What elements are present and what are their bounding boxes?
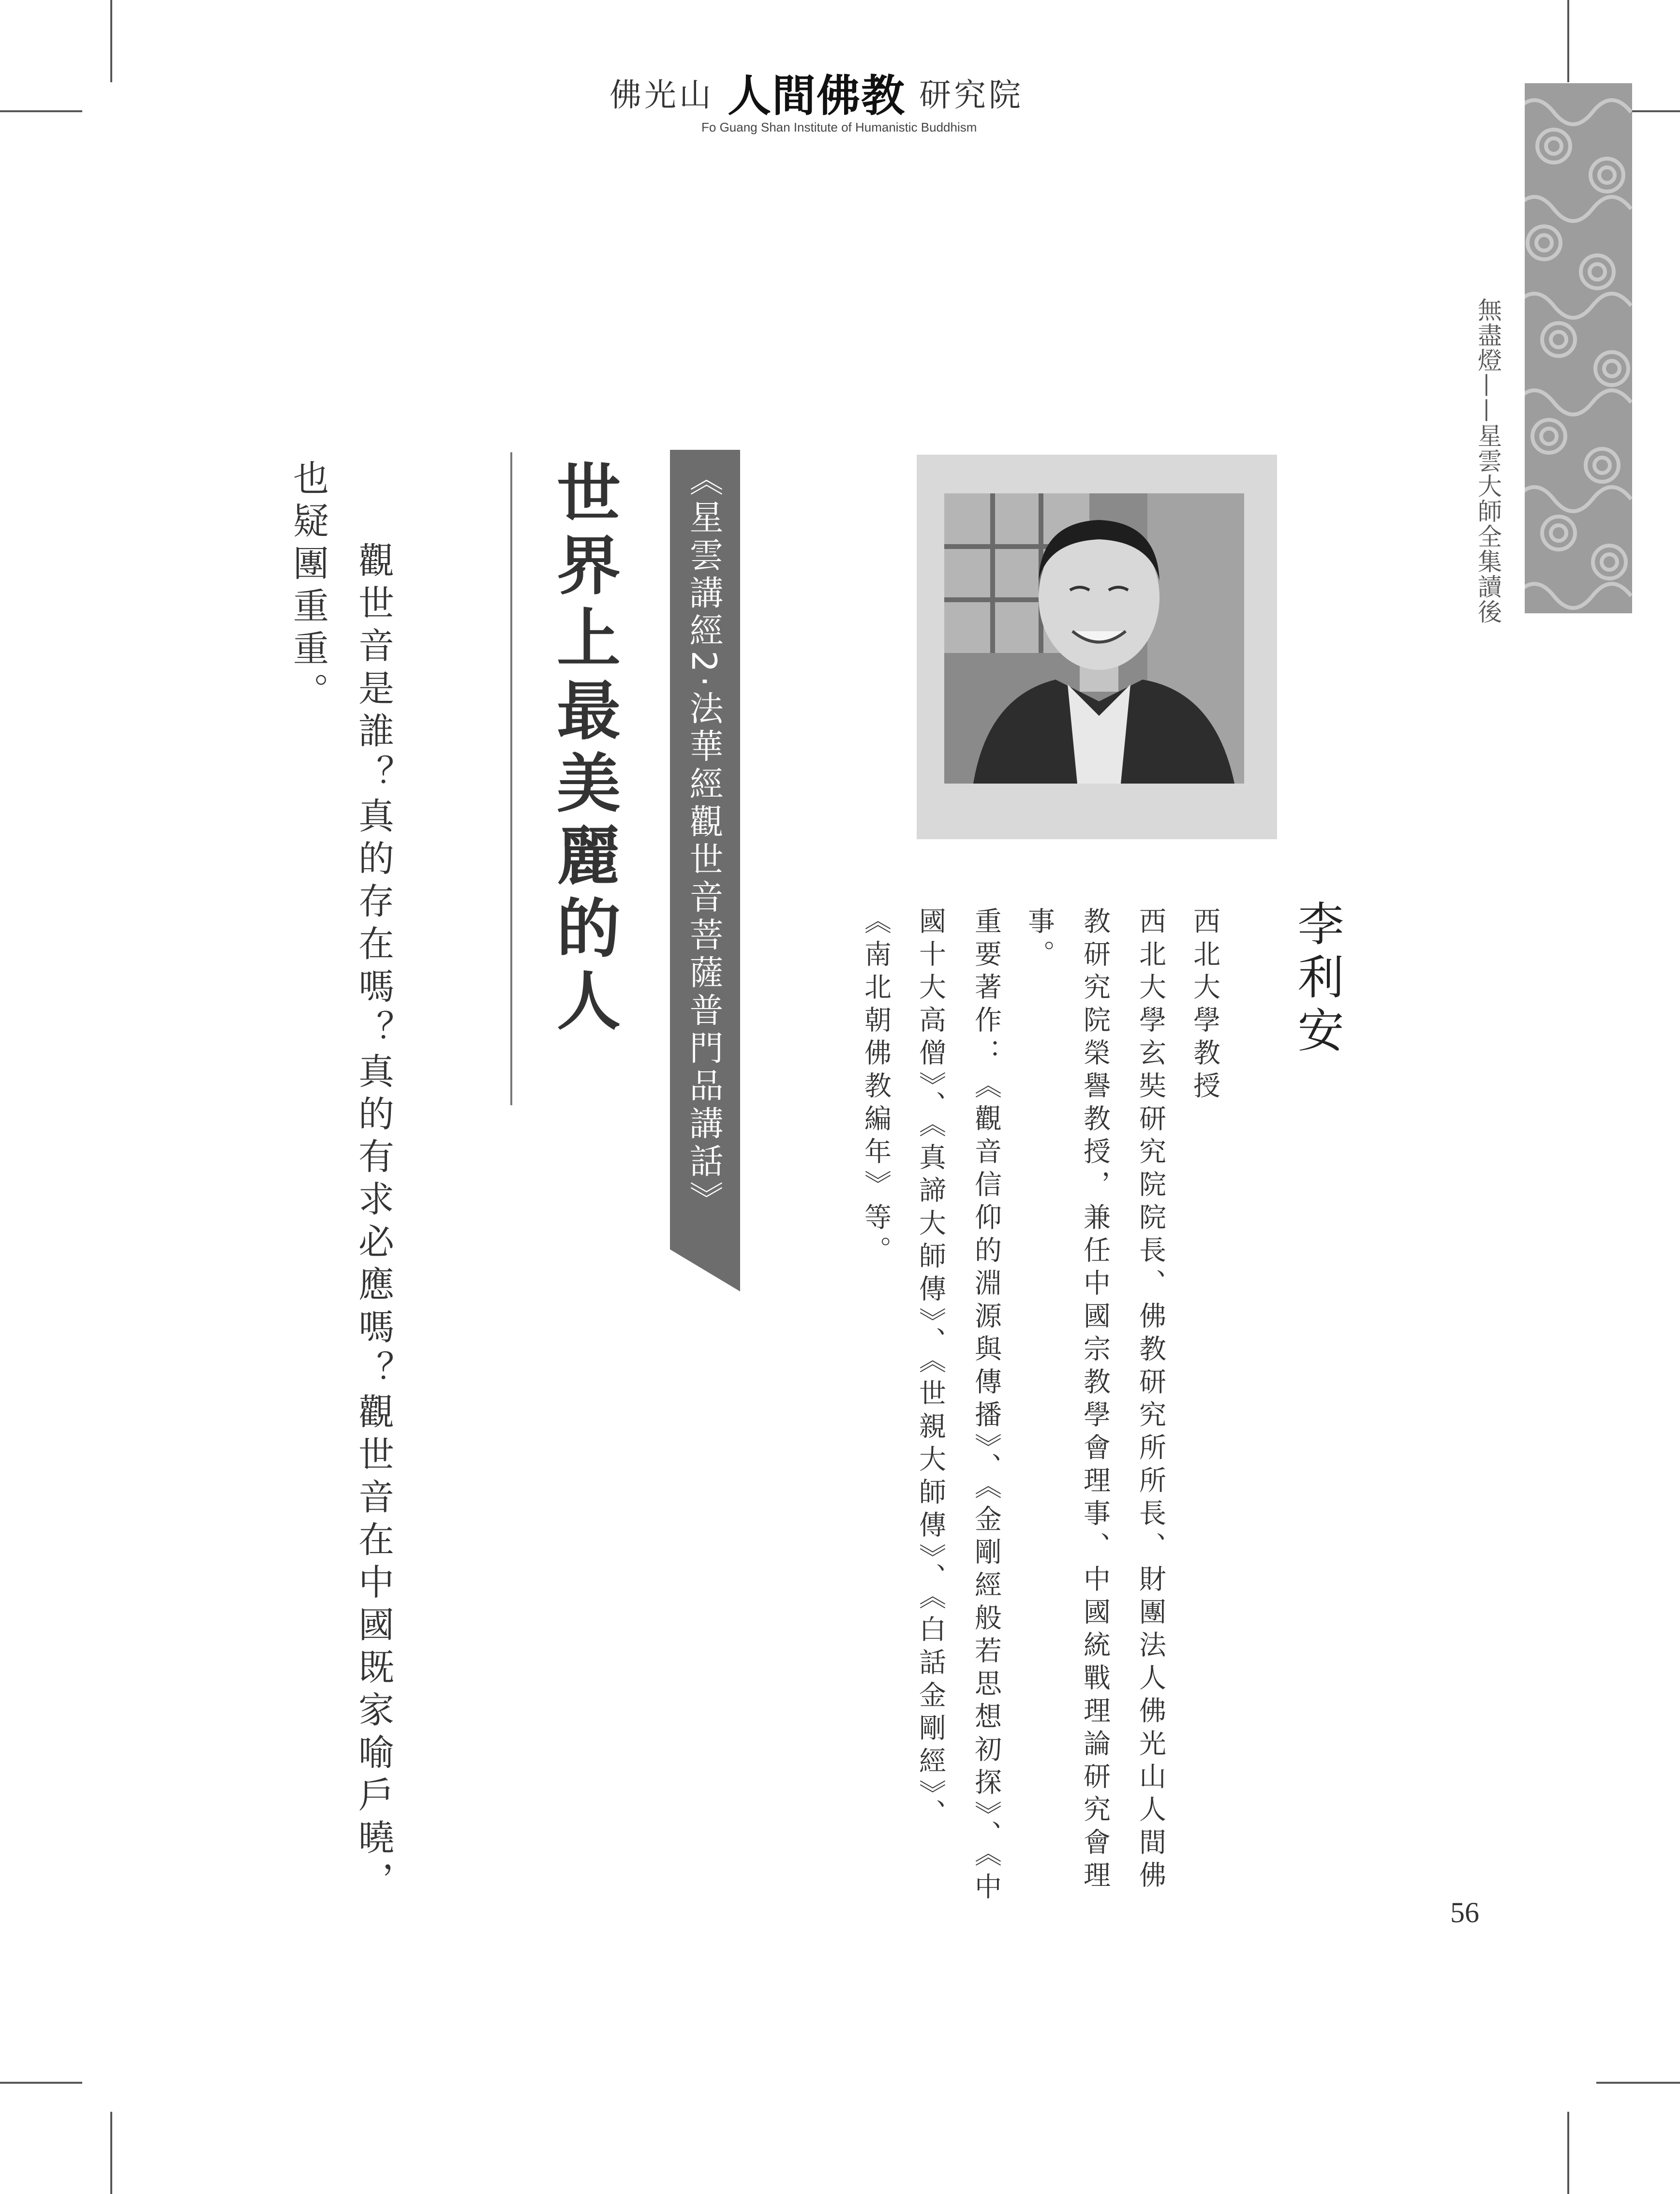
body-paragraph-line: 觀世音是誰？真的存在嗎？真的有求必應嗎？觀世音在中國既家喻戶曉， <box>353 542 394 1904</box>
crop-mark <box>110 0 112 82</box>
crop-mark <box>1596 2082 1680 2084</box>
series-label: 無盡燈——星雲大師全集讀後 <box>1474 297 1502 624</box>
header-logo <box>610 70 1093 121</box>
crop-mark <box>0 110 82 112</box>
article-title: 世界上最美麗的人 <box>546 460 621 1040</box>
author-bio-line: 重要著作：《觀音信仰的淵源與傳播》、《金剛經般若思想初探》、《中 <box>970 907 1002 1905</box>
header-subtitle: Fo Guang Shan Institute of Humanistic Buddhism <box>701 120 977 134</box>
crop-mark <box>110 2112 112 2194</box>
author-bio-line: 事。 <box>1024 907 1055 973</box>
author-bio-line: 教研究院榮譽教授，兼任中國宗教學會理事、中國統戰理論研究會理 <box>1079 907 1111 1894</box>
page-number: 56 <box>1450 1897 1479 1928</box>
header-brand: 人間佛教 <box>728 70 906 121</box>
cloud-pattern-strip <box>1525 83 1632 613</box>
book-title-banner-text: 《星雲講經2‧法華經觀世音菩薩普門品講話》 <box>684 462 724 1219</box>
author-bio-line: 《南北朝佛教編年》等。 <box>860 907 892 1269</box>
author-name: 李利安 <box>1290 900 1344 1059</box>
body-paragraph-line: 也疑團重重。 <box>287 460 329 715</box>
author-bio-line: 國十大高僧》、《真諦大師傳》、《世親大師傳》、《白話金剛經》、 <box>915 907 946 1832</box>
crop-mark <box>0 2082 82 2084</box>
cloud-pattern-icon <box>1525 83 1632 613</box>
author-bio-line: 西北大學玄奘研究院院長、佛教研究所所長、財團法人佛光山人間佛 <box>1135 907 1166 1894</box>
header-right-text: 研究院 <box>919 76 1024 114</box>
author-bio-line: 西北大學教授 <box>1189 907 1220 1104</box>
author-portrait <box>944 493 1244 784</box>
author-photo-frame <box>917 455 1277 839</box>
crop-mark <box>1567 0 1569 82</box>
header-left-text: 佛光山 <box>610 76 714 114</box>
title-divider <box>510 452 512 1105</box>
crop-mark <box>1567 2112 1569 2194</box>
